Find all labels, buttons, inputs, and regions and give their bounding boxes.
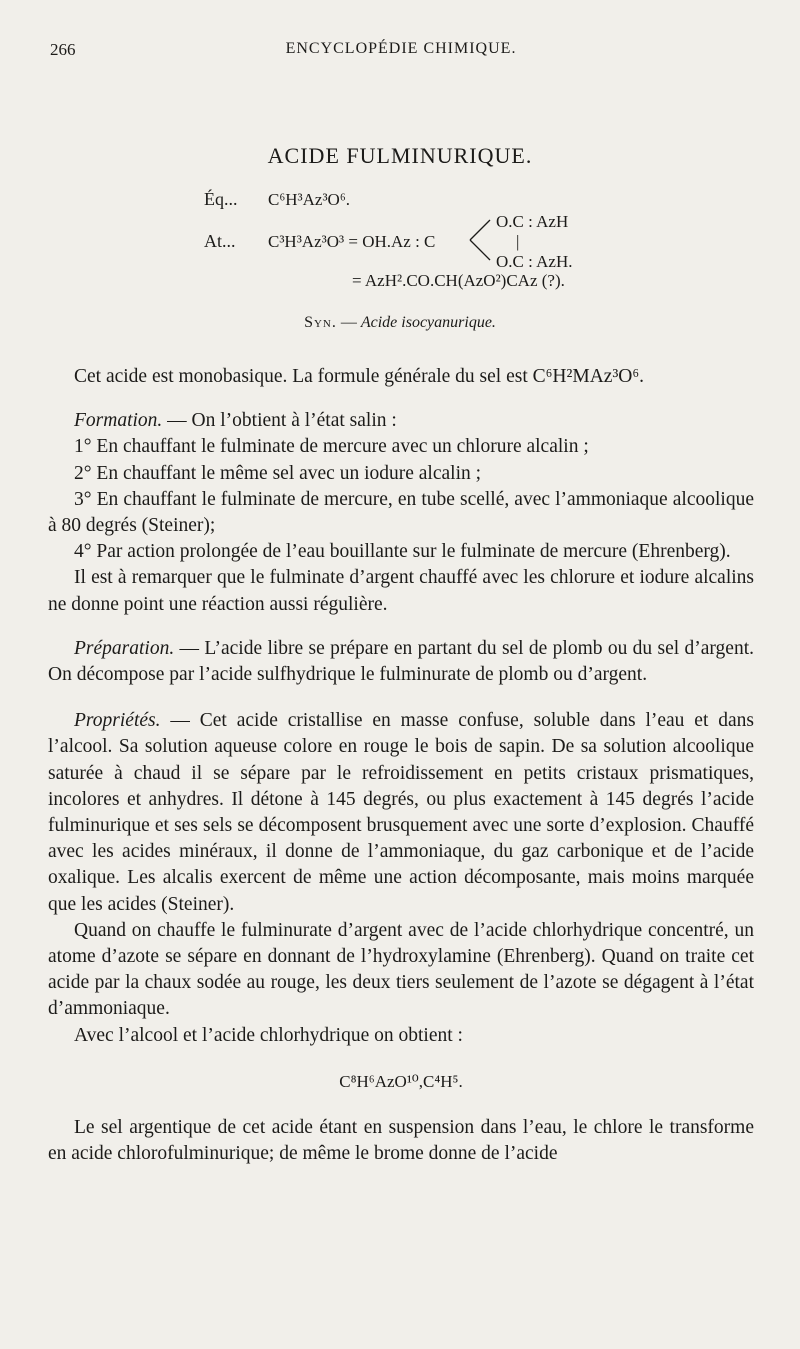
formation-heading: Formation.	[74, 410, 163, 432]
page-number: 266	[50, 40, 76, 59]
properties-paragraph-2: Quand on chauffe le fulminurate d’argent avec de l’acide chlorhydrique concentré, un atome d’azote se sépare en donnant de l’hydroxylamine (Ehrenberg). Quand on traite cet acide par la chaux sodée au rouge, les deux tiers seulement de l’azote se dégagent à l’état d’ammoniaque.	[48, 919, 754, 1020]
formation-item: 4° Par action prolongée de l’eau bouillante sur le fulminate de mercure (Ehrenberg).	[74, 541, 731, 563]
article-title: ACIDE FULMINURIQUE.	[267, 143, 533, 168]
synonym-label: Syn.	[304, 314, 337, 331]
formula-eq: C⁶H³Az³O⁶.	[268, 190, 351, 209]
formula-branch-bottom: O.C : AzH.	[496, 252, 573, 271]
article-body	[48, 364, 754, 1167]
formula-at: C³H³Az³O³ = OH.Az : C	[268, 232, 436, 251]
running-title: ENCYCLOPÉDIE CHIMIQUE.	[285, 40, 517, 57]
properties-heading: Propriétés.	[74, 710, 161, 732]
properties-paragraph	[48, 708, 754, 918]
properties-text: — Cet acide cristallise en masse confuse, soluble dans l’eau et dans l’alcool. Sa solution aqueuse colore en rouge le bois de sapin. De sa solution alcoolique saturée à chaud il se sépare par le refroidissement en petits cristaux prismatiques, incolores et anhydres. Il détone à 145 degrés, ou plus exactement à 145 degrés l’acide fulminurique et ses sels se décomposent brusquement avec une sorte d’explosion. Chauffé avec les acides minéraux, il donne de l’ammoniaque, du gaz carbonique et de l’acide oxalique. Les alcalis exercent de même une action décomposante, mais moins marquée que les acides (Steiner).	[48, 710, 754, 915]
synonym-line	[0, 314, 800, 332]
formation-note: Il est à remarquer que le fulminate d’argent chauffé avec les chlorure et iodure alcalins ne donne point une réaction aussi régulière.	[48, 567, 754, 615]
formula-developed: = AzH².CO.CH(AzO²)CAz (?).	[352, 271, 565, 290]
formula-at-label: At...	[204, 231, 236, 251]
preparation-paragraph	[48, 636, 754, 688]
formula-branch-bar: |	[516, 232, 520, 251]
properties-paragraph-4: Le sel argentique de cet acide étant en suspension dans l’eau, le chlore le transforme en acide chlorofulminurique; de même le brome donne de l’acide	[48, 1117, 754, 1165]
preparation-heading: Préparation.	[74, 637, 175, 659]
properties-paragraph-3: Avec l’alcool et l’acide chlorhydrique on obtient :	[74, 1024, 463, 1046]
synonym-dash: —	[340, 314, 357, 331]
formula-eq-label: Éq...	[204, 189, 238, 209]
ester-formula: C⁸H⁶AzO¹⁰,C⁴H⁵.	[339, 1071, 463, 1091]
formation-item: 3° En chauffant le fulminate de mercure, en tube scellé, avec l’ammoniaque alcoolique à 80 degrés (Steiner);	[48, 488, 754, 537]
intro-paragraph: Cet acide est monobasique. La formule générale du sel est C⁶H²MAz³O⁶.	[74, 366, 645, 387]
formation-paragraph	[48, 408, 754, 434]
formation-item: 1° En chauffant le fulminate de mercure avec un chlorure alcalin ;	[74, 436, 589, 458]
page-header	[50, 40, 752, 66]
formula-branch-top: O.C : AzH	[496, 212, 569, 231]
synonym-value: Acide isocyanurique.	[360, 314, 496, 331]
branch-bracket-icon	[466, 216, 496, 266]
preparation-text: — L’acide libre se prépare en partant du sel de plomb ou du sel d’argent. On décompose par l’acide sulfhydrique le fulminurate de plomb ou d’argent.	[48, 637, 754, 686]
formation-item: 2° En chauffant le même sel avec un iodure alcalin ;	[74, 462, 482, 484]
formation-lead: — On l’obtient à l’état salin :	[162, 410, 397, 432]
